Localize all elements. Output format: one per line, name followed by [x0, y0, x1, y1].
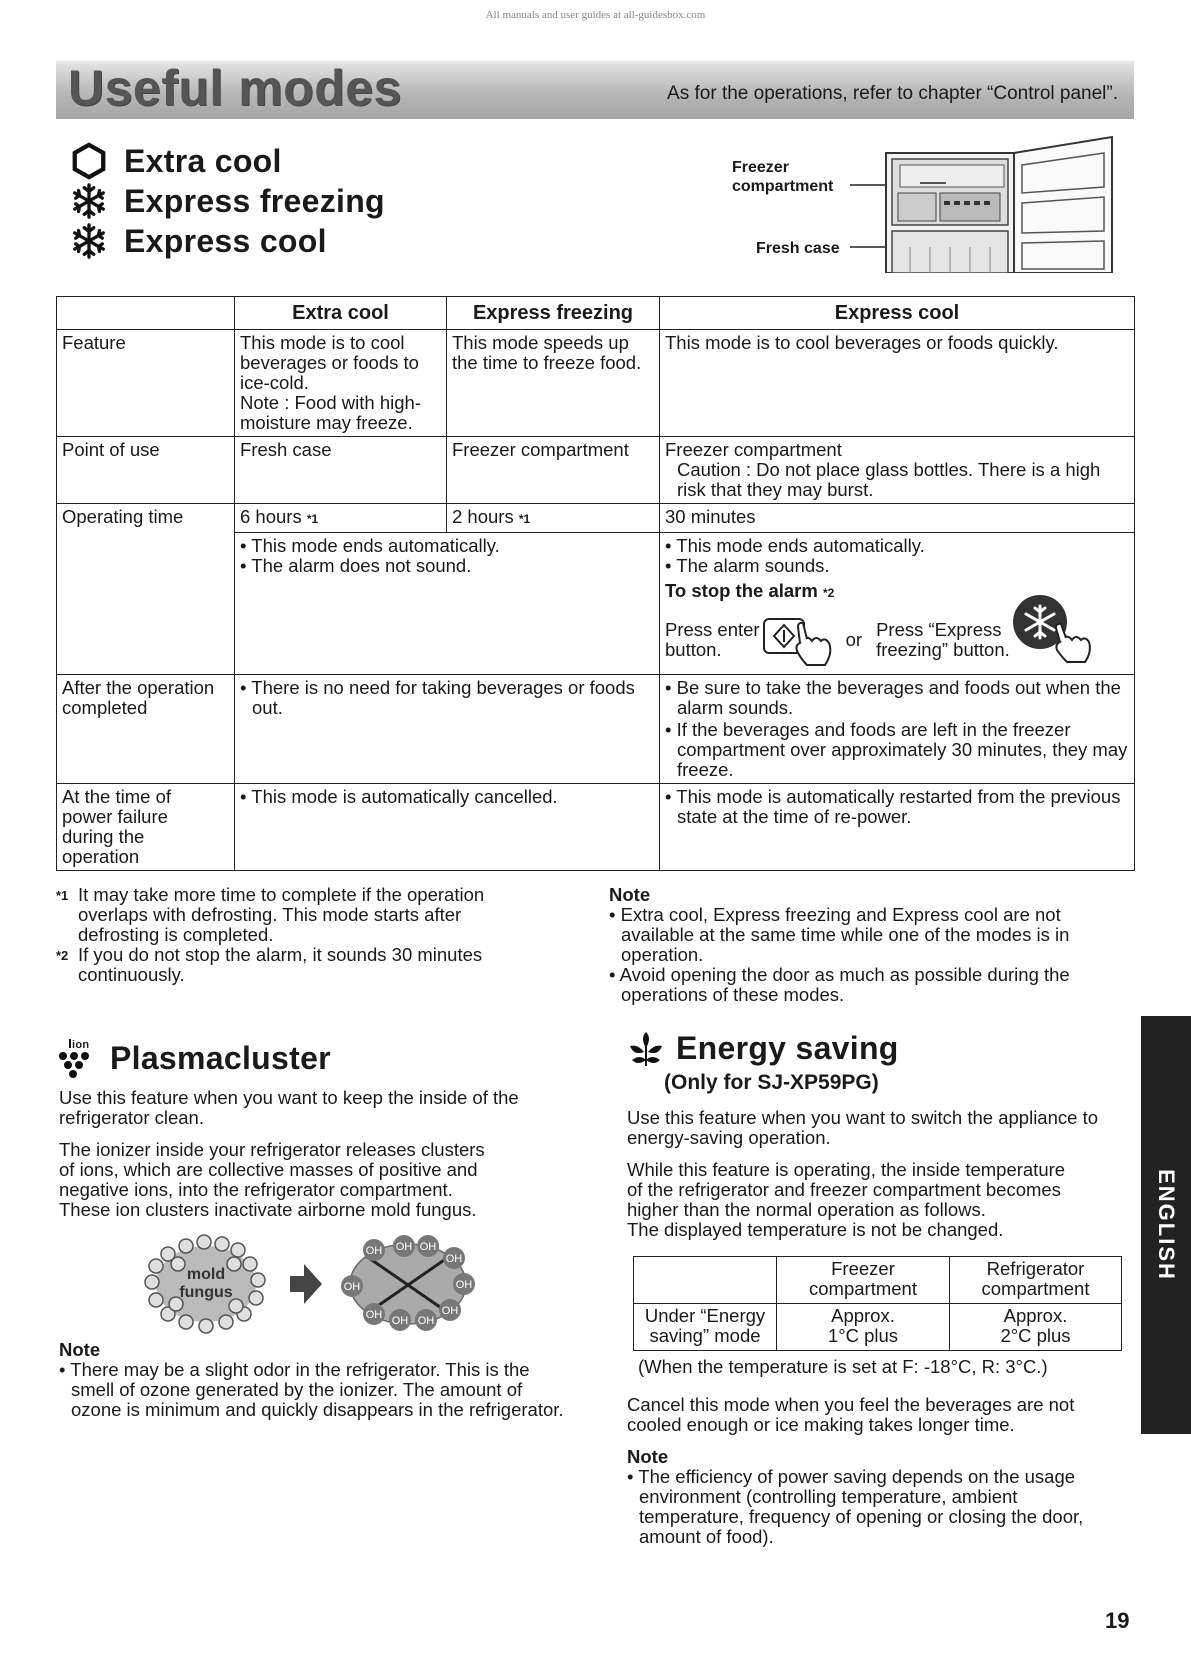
energy-saving-title: Energy saving — [676, 1029, 899, 1066]
col-express-freezing: Express freezing — [447, 297, 660, 330]
modes-note: Note • Extra cool, Express freezing and Express cool are not available at the same time while one of the modes is in operation. • Avoid opening the door as much as possible during the operations of these modes. — [609, 884, 1070, 1005]
footnote-1: *1 It may take more time to complete if the operation overlaps with defrosting. This mode starts after defrosting is completed. — [56, 884, 485, 945]
row-label-operating-time: Operating time — [57, 504, 235, 675]
table-row — [57, 504, 1135, 533]
row-label-feature: Feature — [57, 330, 235, 437]
express-freezing-button-icon — [1010, 594, 1094, 664]
press-express-text: Press “Express freezing” button. — [876, 619, 1010, 660]
express-cool-label: Express cool — [124, 222, 327, 259]
feature-extra-cool: This mode is to cool beverages or foods to ice-cold. Note : Food with high-moisture may freeze. — [235, 330, 447, 437]
svg-text:OH: OH — [455, 1279, 473, 1291]
svg-text:OH: OH — [365, 1245, 383, 1257]
temperature-note: (When the temperature is set at F: -18°C, R: 3°C.) — [638, 1356, 1048, 1377]
extra-cool-heading — [70, 142, 282, 180]
footnotes — [56, 885, 536, 985]
stop-alarm-instructions — [665, 613, 1129, 667]
fresh-case-label: Fresh case — [756, 240, 840, 257]
col-refrigerator: Refrigerator compartment — [950, 1257, 1122, 1304]
row-label-energy-mode: Under “Energy saving” mode — [634, 1304, 777, 1351]
stop-alarm-heading: To stop the alarm *2 — [665, 580, 835, 601]
snowflake-icon — [70, 182, 108, 220]
extra-cool-label: Extra cool — [124, 142, 282, 179]
footnote-2: *2 If you do not stop the alarm, it sounds 30 minutes continuously. — [56, 944, 483, 985]
table-row — [634, 1304, 1122, 1351]
after-left: • There is no need for taking beverages or foods out. — [235, 675, 660, 784]
plasmacluster-note: Note • There may be a slight odor in the refrigerator. This is the smell of ozone generated by the ionizer. The amount of ozone is minimum and quickly disappears in the refrigerator. — [59, 1339, 564, 1420]
after-right: • Be sure to take the beverages and foods out when the alarm sounds. • If the beverages and foods are left in the freezer compartment over approximately 30 minutes, they may freeze. — [660, 675, 1135, 784]
or-text: or — [845, 629, 863, 650]
svg-text:OH: OH — [441, 1305, 459, 1317]
refrigerator-value: Approx. 2°C plus — [950, 1304, 1122, 1351]
energy-saving-text: Use this feature when you want to switch the appliance to energy-saving operation. While this feature is operating, the inside temperature of the refrigerator and freezer compartment becomes higher than the normal operation as follows. The displayed temperature is not be changed. — [627, 1107, 1098, 1240]
language-tab: ENGLISH — [1141, 1016, 1191, 1434]
svg-text:OH: OH — [445, 1253, 463, 1265]
time-detail-left: • This mode ends automatically. • The alarm does not sound. — [235, 533, 660, 675]
leaf-icon — [626, 1028, 666, 1068]
table-header-row — [634, 1257, 1122, 1304]
ion-cluster-illustration — [138, 1234, 488, 1334]
enter-button-icon — [760, 613, 836, 667]
express-cool-heading — [70, 222, 327, 260]
point-extra-cool: Fresh case — [235, 437, 447, 504]
svg-text:OH: OH — [391, 1315, 409, 1327]
press-enter-text: Press enter button. — [665, 619, 760, 660]
energy-saving-table — [633, 1256, 1122, 1351]
modes-table — [56, 296, 1135, 871]
plasmacluster-title: Plasmacluster — [110, 1039, 331, 1076]
row-label-power-failure: At the time of power failure during the operation — [57, 784, 235, 871]
svg-text:OH: OH — [417, 1315, 435, 1327]
page-subtitle: As for the operations, refer to chapter “Control panel”. — [667, 83, 1118, 104]
hexagon-icon — [70, 142, 108, 180]
feature-express-freezing: This mode speeds up the time to freeze food. — [447, 330, 660, 437]
time-express-cool: 30 minutes — [660, 504, 1135, 533]
col-extra-cool: Extra cool — [235, 297, 447, 330]
plasmacluster-heading — [56, 1036, 331, 1080]
fridge-diagram — [850, 135, 1120, 273]
time-extra-cool: 6 hours *1 — [235, 504, 447, 533]
table-row — [57, 784, 1135, 871]
table-row — [57, 675, 1135, 784]
table-row — [57, 330, 1135, 437]
row-label-after-operation: After the operation completed — [57, 675, 235, 784]
svg-text:OH: OH — [365, 1309, 383, 1321]
svg-text:OH: OH — [395, 1241, 413, 1253]
plasmacluster-text: Use this feature when you want to keep the inside of the refrigerator clean. The ionizer inside your refrigerator releases clusters of ions, which are collective masses of positive and negative ions, into the refrigerator compartment. These ion clusters inactivate airborne mold fungus. — [59, 1087, 519, 1220]
power-right: • This mode is automatically restarted from the previous state at the time of re-power. — [660, 784, 1135, 871]
energy-saving-subtitle: (Only for SJ-XP59PG) — [664, 1071, 879, 1094]
point-express-freezing: Freezer compartment — [447, 437, 660, 504]
svg-text:OH: OH — [419, 1241, 437, 1253]
ion-icon — [56, 1036, 100, 1080]
col-express-cool: Express cool — [660, 297, 1135, 330]
table-row — [57, 437, 1135, 504]
watermark: All manuals and user guides at all-guidesbox.com — [485, 9, 706, 21]
col-freezer: Freezer compartment — [777, 1257, 950, 1304]
freezer-compartment-label: Freezer compartment — [732, 159, 834, 195]
energy-cancel-text: Cancel this mode when you feel the beverages are not cooled enough or ice making takes longer time. — [627, 1394, 1075, 1435]
page-title: Useful modes — [68, 60, 402, 116]
row-label-point-of-use: Point of use — [57, 437, 235, 504]
table-corner-cell — [57, 297, 235, 330]
svg-text:ion: ion — [72, 1039, 90, 1051]
svg-text:mold: mold — [186, 1266, 226, 1283]
express-freezing-heading — [70, 182, 385, 220]
power-left: • This mode is automatically cancelled. — [235, 784, 660, 871]
energy-note: Note • The efficiency of power saving depends on the usage environment (controlling temperature, ambient temperature, frequency of opening or closing the door, amount of food). — [627, 1446, 1084, 1547]
svg-text:OH: OH — [343, 1281, 361, 1293]
point-express-cool: Freezer compartment Caution : Do not place glass bottles. There is a high risk that they may burst. — [660, 437, 1135, 504]
freezer-value: Approx. 1°C plus — [777, 1304, 950, 1351]
express-freezing-label: Express freezing — [124, 182, 385, 219]
feature-express-cool: This mode is to cool beverages or foods quickly. — [660, 330, 1135, 437]
time-detail-right: • This mode ends automatically. • The alarm sounds. To stop the alarm *2 Press enter button. or Press “Express freezing” button. — [660, 533, 1135, 675]
table-header-row — [57, 297, 1135, 330]
snowflake-icon — [70, 222, 108, 260]
time-express-freezing: 2 hours *1 — [447, 504, 660, 533]
title-bar — [56, 61, 1134, 119]
table-corner-cell — [634, 1257, 777, 1304]
page-number: 19 — [1105, 1608, 1130, 1633]
svg-text:fungus: fungus — [179, 1284, 233, 1301]
energy-saving-heading — [626, 1028, 899, 1068]
